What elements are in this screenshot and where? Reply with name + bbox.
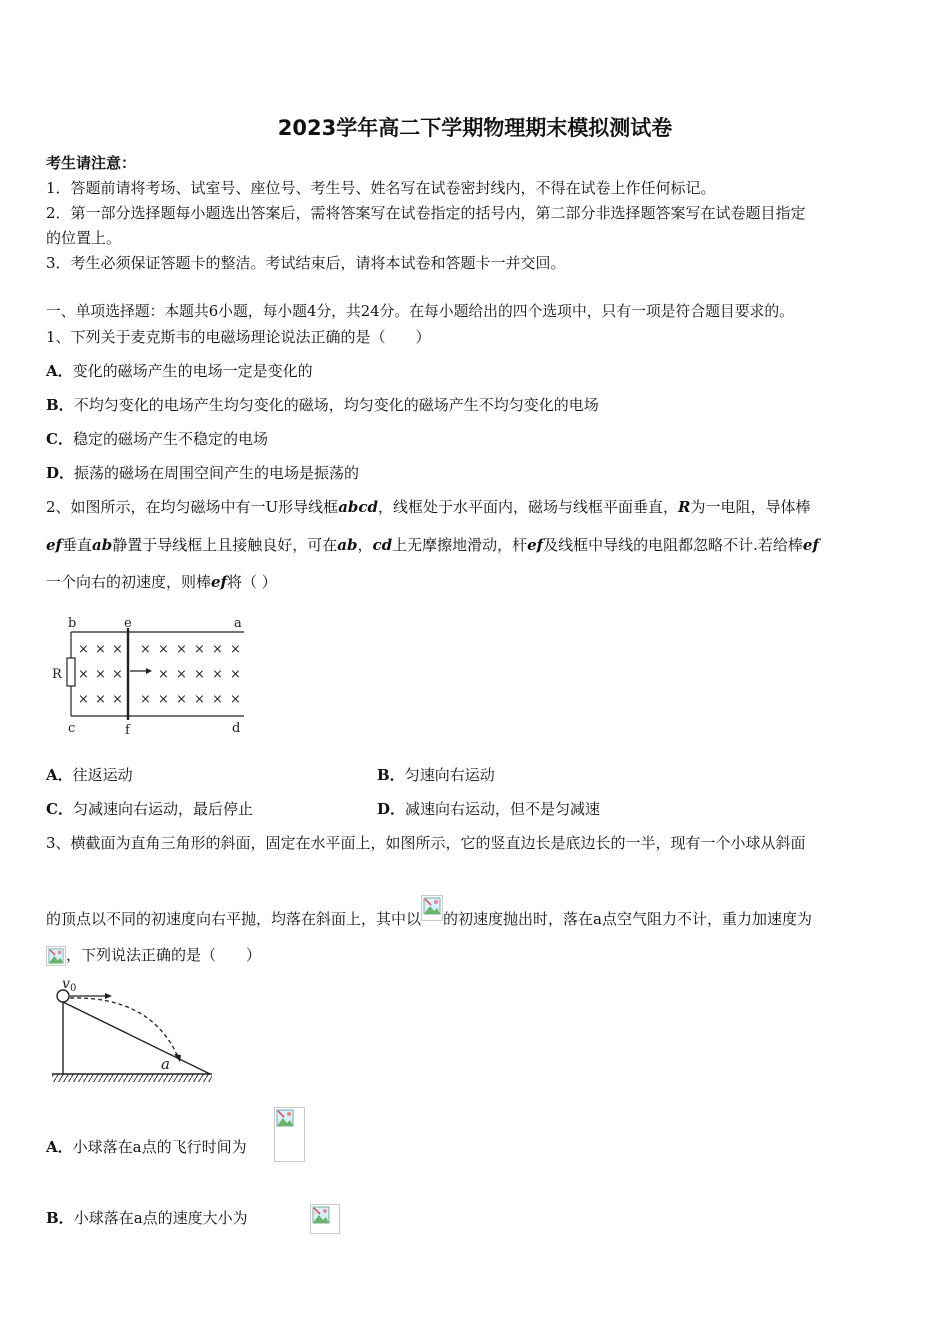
label-f: f xyxy=(125,723,130,738)
q1-option-c xyxy=(46,429,268,449)
option-text: 小球落在a点的速度大小为 xyxy=(73,1209,248,1227)
option-text: 稳定的磁场产生不稳定的电场 xyxy=(72,430,268,448)
option-letter: C． xyxy=(46,800,73,818)
q2-option-c xyxy=(46,799,253,819)
option-text: 变化的磁场产生的电场一定是变化的 xyxy=(72,362,313,380)
question-3-stem-line2: 的顶点以不同的初速度向右平抛，均落在斜面上，其中以 的初速度抛出时，落在a点空气阻力不计，重力加速度为 xyxy=(46,895,812,929)
broken-image-icon xyxy=(421,895,443,921)
label-c: c xyxy=(68,721,76,736)
q2-option-b xyxy=(377,765,495,785)
u-frame-figure xyxy=(46,612,256,742)
field-cross: × xyxy=(176,692,187,707)
field-cross: × xyxy=(95,667,106,682)
field-cross: × xyxy=(158,692,169,707)
label-e: e xyxy=(124,616,132,631)
option-text: 振荡的磁场在周围空间产生的电场是振荡的 xyxy=(74,464,360,482)
section-heading: 一、单项选择题：本题共6小题，每小题4分，共24分。在每小题给出的四个选项中，只有一项是符合题目要求的。 xyxy=(46,303,794,320)
field-cross: × xyxy=(95,692,106,707)
question-2-stem-line1: 2、如图所示，在均匀磁场中有一U形导线框abcd，线框处于水平面内，磁场与线框平面垂直，R为一电阻，导体棒 xyxy=(46,498,811,516)
question-1-stem: 1、下列关于麦克斯韦的电磁场理论说法正确的是（ ） xyxy=(46,328,431,346)
field-cross: × xyxy=(194,667,205,682)
field-cross: × xyxy=(158,667,169,682)
field-cross: × xyxy=(78,692,89,707)
field-cross: × xyxy=(140,642,151,657)
option-letter: A． xyxy=(46,766,73,784)
q1-option-a xyxy=(46,361,313,381)
label-v-subscript: 0 xyxy=(70,983,77,994)
label-a: a xyxy=(161,1055,170,1073)
field-cross: × xyxy=(212,667,223,682)
notice-item: 1．答题前请将考场、试室号、座位号、考生号、姓名写在试卷密封线内，不得在试卷上作任何标记。 xyxy=(46,179,716,197)
field-cross: × xyxy=(194,642,205,657)
broken-image-icon xyxy=(46,946,66,966)
option-letter: D． xyxy=(377,800,406,818)
field-cross: × xyxy=(176,642,187,657)
option-letter: B． xyxy=(46,1209,74,1227)
q1-option-d xyxy=(46,463,359,483)
field-cross: × xyxy=(176,667,187,682)
broken-image-icon xyxy=(310,1204,340,1234)
notice-item: 2．第一部分选择题每小题选出答案后，需将答案写在试卷指定的括号内，第二部分非选择题答案写在试卷题目指定 xyxy=(46,204,806,222)
q2-option-d xyxy=(377,799,600,819)
field-cross: × xyxy=(112,692,123,707)
field-cross: × xyxy=(230,667,241,682)
incline-figure xyxy=(46,974,221,1089)
option-text: 不均匀变化的电场产生均匀变化的磁场，均匀变化的磁场产生不均匀变化的电场 xyxy=(73,396,599,414)
option-text: 小球落在a点的飞行时间为 xyxy=(72,1138,247,1156)
q1-option-b xyxy=(46,395,599,415)
label-d: d xyxy=(232,721,241,736)
question-2-stem-line3: 一个向右的初速度，则棒ef将（ ） xyxy=(46,573,277,591)
field-cross: × xyxy=(112,642,123,657)
field-cross: × xyxy=(212,642,223,657)
field-cross: × xyxy=(140,692,151,707)
option-letter: B． xyxy=(46,396,74,414)
option-text: 匀减速向右运动，最后停止 xyxy=(72,800,253,818)
field-cross: × xyxy=(95,642,106,657)
page-title: 2023学年高二下学期物理期末模拟测试卷 xyxy=(277,116,673,140)
option-letter: C． xyxy=(46,430,73,448)
label-R: R xyxy=(52,667,62,682)
broken-image-icon xyxy=(274,1107,305,1162)
field-cross: × xyxy=(78,667,89,682)
question-3-stem-line3: ，下列说法正确的是（ ） xyxy=(46,945,261,966)
notice-heading: 考生请注意： xyxy=(46,154,137,172)
option-text: 减速向右运动，但不是匀减速 xyxy=(405,800,601,818)
field-cross: × xyxy=(112,667,123,682)
label-v: v xyxy=(62,976,70,992)
field-cross: × xyxy=(78,642,89,657)
label-b: b xyxy=(68,616,77,631)
option-text: 往返运动 xyxy=(72,766,133,784)
option-text: 匀速向右运动 xyxy=(404,766,495,784)
notice-item: 3．考生必须保证答题卡的整洁。考试结束后，请将本试卷和答题卡一并交回。 xyxy=(46,254,566,272)
field-cross: × xyxy=(158,642,169,657)
option-letter: A． xyxy=(46,1138,73,1156)
field-cross: × xyxy=(212,692,223,707)
q3-option-b xyxy=(46,1208,248,1228)
label-a: a xyxy=(234,616,242,631)
option-letter: A． xyxy=(46,362,73,380)
field-cross: × xyxy=(194,692,205,707)
option-letter: B． xyxy=(377,766,405,784)
question-2-stem-line2: ef垂直ab静置于导线框上且接触良好，可在ab，cd上无摩擦地滑动，杆ef及线框中导线的电阻都忽略不计.若给棒ef xyxy=(46,536,819,554)
field-cross: × xyxy=(230,692,241,707)
q3-option-a xyxy=(46,1137,247,1157)
question-3-stem-line1: 3、横截面为直角三角形的斜面，固定在水平面上，如图所示，它的竖直边长是底边长的一半，现有一个小球从斜面 xyxy=(46,834,806,852)
q2-option-a xyxy=(46,765,133,785)
option-letter: D． xyxy=(46,464,75,482)
notice-item: 的位置上。 xyxy=(46,229,122,247)
field-cross: × xyxy=(230,642,241,657)
